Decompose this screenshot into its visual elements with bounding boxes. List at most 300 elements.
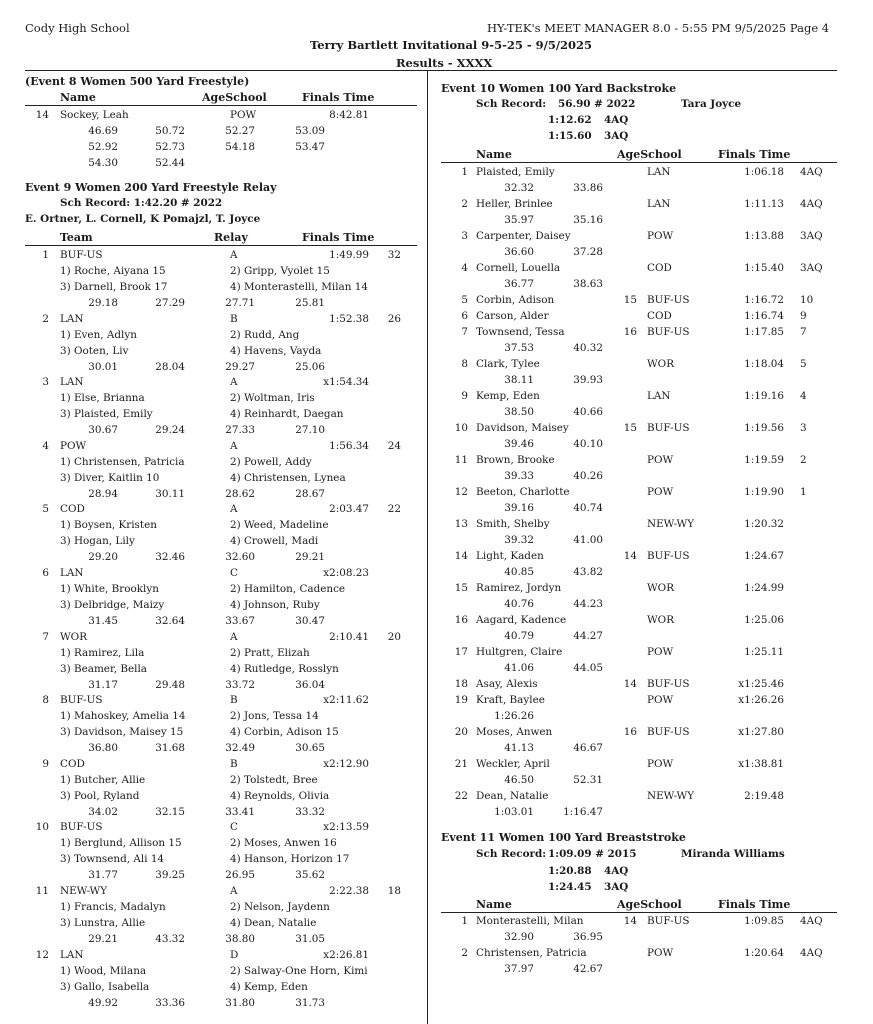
relay-swimmer: 4) Dean, Natalie: [230, 917, 317, 929]
split: 52.73: [155, 141, 185, 153]
school: BUF-US: [647, 422, 690, 434]
split: 35.62: [295, 869, 325, 882]
relay-swimmer: 3) Diver, Kaitlin 10: [60, 471, 160, 484]
finals-time: 1:19.56: [744, 422, 784, 434]
relay-swimmer: 3) Beamer, Bella: [60, 662, 148, 675]
school: BUF-US: [647, 550, 690, 562]
age: 14: [623, 678, 637, 690]
points: 26: [387, 312, 401, 325]
split: 46.50: [504, 774, 534, 786]
split: 27.71: [225, 297, 255, 309]
place: 8: [42, 694, 49, 707]
split: 39.33: [504, 470, 534, 482]
place: 9: [42, 757, 49, 770]
relay-swimmer: 2) Pratt, Elizah: [230, 646, 310, 659]
place: 1: [42, 249, 49, 261]
split: 44.23: [573, 598, 603, 610]
finals-time: 1:19.90: [744, 486, 784, 498]
swimmer-name: Townsend, Tessa: [476, 326, 565, 338]
place: 7: [42, 630, 49, 643]
section-rule: [441, 912, 837, 913]
swimmer-name: Light, Kaden: [476, 550, 544, 562]
place: 17: [454, 646, 468, 658]
split: 36.04: [295, 678, 325, 691]
place: 10: [35, 821, 49, 834]
standard-label: 4AQ: [604, 114, 629, 126]
finals-time: x1:25.46: [738, 678, 784, 690]
standard-label: 3AQ: [604, 130, 629, 142]
points: 32: [387, 249, 401, 261]
split: 31.80: [225, 996, 255, 1009]
finals-time: 2:19.48: [744, 790, 784, 802]
place: 5: [42, 503, 49, 516]
event-title: (Event 8 Women 500 Yard Freestyle): [25, 75, 250, 88]
split: 50.72: [155, 125, 185, 137]
swimmer-name: Aagard, Kadence: [476, 614, 567, 626]
finals-time: 1:19.16: [744, 390, 784, 402]
school: COD: [647, 262, 672, 274]
split: 32.49: [225, 742, 255, 755]
swimmer-name: Davidson, Maisey: [476, 422, 569, 434]
place: 15: [454, 582, 468, 594]
column-divider: [427, 70, 428, 1024]
split: 31.73: [295, 996, 325, 1009]
column-header: AgeSchool: [202, 91, 267, 104]
place: 14: [454, 550, 468, 562]
split: 41.13: [504, 742, 534, 754]
split: 30.01: [88, 360, 118, 373]
standard-time: 1:20.88: [548, 865, 592, 877]
place: 11: [35, 885, 49, 897]
place: 13: [454, 518, 468, 530]
split: 43.82: [573, 566, 603, 578]
points-or-standard: 10: [800, 294, 814, 306]
school: BUF-US: [647, 915, 690, 927]
relay-swimmer: 3) Davidson, Maisey 15: [60, 726, 184, 739]
team-name: BUF-US: [60, 821, 103, 834]
swimmer-name: Plaisted, Emily: [476, 166, 555, 178]
points-or-standard: 1: [800, 486, 807, 498]
points-or-standard: 4: [800, 390, 807, 402]
relay-swimmer: 3) Plaisted, Emily: [60, 408, 153, 421]
split: 39.25: [155, 869, 185, 882]
finals-time: 1:06.18: [744, 166, 784, 178]
relay-letter: C: [230, 567, 238, 579]
relay-swimmer: 4) Johnson, Ruby: [230, 599, 320, 611]
age: 15: [623, 294, 637, 306]
team-name: LAN: [60, 312, 84, 325]
place: 14: [35, 109, 49, 121]
swimmer-name: Smith, Shelby: [476, 518, 550, 530]
relay-swimmer: 1) Else, Brianna: [60, 392, 145, 405]
split: 31.77: [88, 869, 118, 882]
points-or-standard: 4AQ: [800, 947, 823, 959]
section-rule: [25, 105, 417, 106]
relay-swimmer: 4) Corbin, Adison 15: [230, 726, 339, 739]
school: BUF-US: [647, 294, 690, 306]
relay-letter: A: [230, 630, 238, 643]
team-name: LAN: [60, 376, 84, 389]
split: 46.67: [573, 742, 603, 754]
relay-swimmer: 4) Rutledge, Rosslyn: [230, 662, 339, 675]
swimmer-name: Moses, Anwen: [476, 726, 553, 738]
swimmer-name: Corbin, Adison: [476, 294, 555, 306]
split: 32.32: [504, 182, 534, 194]
finals-time: 1:17.85: [744, 326, 784, 338]
split: 27.10: [295, 424, 325, 437]
split: 52.31: [573, 774, 603, 786]
place: 20: [454, 726, 468, 738]
place: 12: [35, 948, 49, 961]
finals-time: 1:25.11: [744, 646, 784, 658]
team-name: WOR: [60, 630, 88, 643]
place: 2: [461, 198, 468, 210]
split: 25.81: [295, 297, 325, 309]
split: 36.80: [88, 742, 118, 755]
split: 52.44: [155, 157, 185, 169]
finals-time: 2:22.38: [329, 885, 369, 897]
place: 1: [461, 166, 468, 178]
finals-time: 1:15.40: [744, 262, 784, 274]
school: POW: [647, 694, 674, 706]
split: 31.45: [88, 615, 118, 627]
split: 25.06: [295, 360, 325, 373]
place: 9: [461, 390, 468, 402]
place: 10: [454, 422, 468, 434]
finals-time: 1:20.32: [744, 518, 784, 530]
finals-time: 1:24.99: [744, 582, 784, 594]
place: 18: [454, 678, 468, 690]
split: 52.27: [225, 125, 255, 137]
relay-swimmer: 2) Salway-One Horn, Kimi: [230, 964, 368, 977]
swimmer-name: Cornell, Louella: [476, 262, 561, 274]
swimmer-name: Kemp, Eden: [476, 390, 540, 402]
points-or-standard: 2: [800, 454, 807, 466]
school: POW: [647, 947, 674, 959]
split: 38.80: [225, 933, 255, 945]
swimmer-name: Asay, Alexis: [476, 678, 538, 690]
split: 49.92: [88, 996, 118, 1009]
relay-swimmer: 2) Powell, Addy: [230, 455, 312, 468]
relay-swimmer: 4) Havens, Vayda: [230, 344, 322, 357]
split: 31.68: [155, 742, 185, 755]
split: 40.85: [504, 566, 534, 578]
finals-time: x1:26.26: [738, 694, 784, 706]
standard-time: 1:15.60: [548, 130, 592, 142]
split: 54.18: [225, 141, 255, 153]
points: 18: [387, 885, 401, 897]
school: BUF-US: [647, 326, 690, 338]
column-header: Finals Time: [718, 898, 791, 911]
section-rule: [25, 245, 417, 246]
age: 14: [623, 550, 637, 562]
swimmer-name: Monterastelli, Milan: [476, 915, 584, 927]
place: 1: [461, 915, 468, 927]
split: 43.32: [155, 933, 185, 945]
event-title: Event 10 Women 100 Yard Backstroke: [441, 82, 677, 95]
finals-time: 1:24.67: [744, 550, 784, 562]
split: 38.50: [504, 406, 534, 418]
swimmer-name: Brown, Brooke: [476, 454, 555, 466]
relay-swimmer: 1) Mahoskey, Amelia 14: [60, 710, 186, 723]
split: 30.65: [295, 742, 325, 755]
relay-swimmer: 3) Pool, Ryland: [60, 789, 140, 802]
split: 32.60: [225, 551, 255, 564]
school: NEW-WY: [647, 518, 695, 530]
school: WOR: [647, 358, 675, 370]
school: LAN: [647, 390, 671, 402]
place: 12: [454, 486, 468, 498]
relay-swimmer: 1) Berglund, Allison 15: [60, 837, 182, 850]
split: 29.48: [155, 678, 185, 691]
school: POW: [647, 486, 674, 498]
school: BUF-US: [647, 678, 690, 690]
split: 36.77: [504, 278, 534, 290]
school: POW: [647, 758, 674, 770]
event-title: Event 9 Women 200 Yard Freestyle Relay: [25, 181, 277, 194]
points-or-standard: 3AQ: [800, 262, 823, 274]
swimmer-name: Ramirez, Jordyn: [476, 582, 562, 594]
standard-label: 3AQ: [604, 881, 629, 893]
relay-swimmer: 3) Lunstra, Allie: [60, 917, 146, 929]
standard-time: 1:24.45: [548, 881, 592, 893]
swimmer-name: Carson, Alder: [476, 310, 549, 322]
age: 15: [623, 422, 637, 434]
split: 33.72: [225, 678, 255, 691]
points-or-standard: 4AQ: [800, 915, 823, 927]
relay-letter: B: [230, 312, 238, 325]
place: 3: [42, 376, 49, 389]
split: 38.11: [504, 374, 534, 386]
place: 22: [454, 790, 468, 802]
finals-time: 1:56.34: [329, 439, 369, 452]
place: 5: [461, 294, 468, 306]
split: 40.66: [573, 406, 603, 418]
split: 31.05: [295, 933, 325, 945]
school: BUF-US: [647, 726, 690, 738]
split: 54.30: [88, 157, 118, 169]
relay-swimmer: 2) Hamilton, Cadence: [230, 583, 346, 595]
finals-time: 1:16.72: [744, 294, 784, 306]
relay-swimmer: 2) Woltman, Iris: [230, 392, 315, 405]
school: WOR: [647, 582, 675, 594]
points-or-standard: 4AQ: [800, 166, 823, 178]
school: POW: [230, 109, 257, 121]
split: 40.74: [573, 502, 603, 514]
split: 29.20: [88, 551, 118, 564]
relay-swimmer: 4) Monterastelli, Milan 14: [230, 281, 368, 293]
split: 33.67: [225, 615, 255, 627]
age: 16: [623, 326, 637, 338]
swimmer-name: Christensen, Patricia: [476, 947, 587, 959]
relay-letter: A: [230, 249, 238, 261]
team-name: BUF-US: [60, 694, 103, 707]
split: 39.32: [504, 534, 534, 546]
finals-time: 1:49.99: [329, 249, 369, 261]
column-header: Relay: [214, 231, 248, 244]
place: 2: [42, 312, 49, 325]
relay-swimmer: 1) Ramirez, Lila: [60, 646, 145, 659]
relay-swimmer: 1) Roche, Aiyana 15: [60, 265, 166, 277]
school-record: Sch Record: 1:42.20 # 2022: [60, 197, 223, 209]
relay-letter: A: [230, 885, 238, 897]
swimmer-name: Dean, Natalie: [476, 790, 549, 802]
finals-time: 1:09.85: [744, 915, 784, 927]
relay-swimmer: 2) Jons, Tessa 14: [230, 710, 319, 723]
split: 46.69: [88, 125, 118, 137]
swimmer-name: Beeton, Charlotte: [476, 486, 570, 498]
points: 22: [387, 503, 401, 516]
record-holder: Miranda Williams: [681, 848, 785, 860]
school: POW: [647, 454, 674, 466]
results-title: Results - XXXX: [396, 56, 493, 70]
swimmer-name: Kraft, Baylee: [476, 694, 545, 706]
points: 20: [387, 630, 401, 643]
relay-swimmer: 4) Crowell, Madi: [230, 535, 319, 548]
relay-letter: C: [230, 821, 238, 834]
split: 41.06: [504, 662, 534, 674]
place: 16: [454, 614, 468, 626]
relay-letter: A: [230, 439, 238, 452]
split: 27.29: [155, 297, 185, 309]
place: 19: [454, 694, 468, 706]
team-name: COD: [60, 757, 85, 770]
meet-title: Terry Bartlett Invitational 9-5-25 - 9/5/2025: [310, 38, 593, 52]
relay-swimmer: 2) Rudd, Ang: [230, 328, 300, 341]
team-name: LAN: [60, 948, 84, 961]
finals-time: 1:13.88: [744, 230, 784, 242]
relay-swimmer: 2) Gripp, Vyolet 15: [230, 265, 330, 277]
split: 39.16: [504, 502, 534, 514]
split: 29.27: [225, 360, 255, 373]
split: 44.27: [573, 630, 603, 642]
swimmer-name: Hultgren, Claire: [476, 646, 563, 658]
school: POW: [647, 230, 674, 242]
split: 52.92: [88, 141, 118, 153]
swimmer-name: Weckler, April: [476, 758, 550, 770]
relay-swimmer: 3) Gallo, Isabella: [60, 980, 150, 993]
relay-swimmer: 4) Hanson, Horizon 17: [230, 853, 350, 866]
points-or-standard: 3: [800, 422, 807, 434]
relay-swimmer: 1) White, Brooklyn: [60, 583, 159, 595]
split: 40.79: [504, 630, 534, 642]
column-header: Name: [60, 91, 96, 104]
relay-swimmer: 1) Butcher, Allie: [60, 773, 146, 786]
relay-swimmer: 4) Christensen, Lynea: [230, 471, 346, 484]
relay-swimmer: 2) Tolstedt, Bree: [230, 773, 318, 786]
finals-time: 1:16.74: [744, 310, 784, 322]
points-or-standard: 7: [800, 326, 807, 338]
relay-swimmer: 3) Hogan, Lily: [60, 535, 135, 548]
school: LAN: [647, 166, 671, 178]
points-or-standard: 5: [800, 358, 807, 370]
split: 31.17: [88, 678, 118, 691]
swimmer-name: Clark, Tylee: [476, 358, 540, 370]
finals-time: x2:13.59: [323, 821, 369, 834]
column-header: AgeSchool: [617, 898, 682, 911]
split: 28.62: [225, 487, 255, 500]
record-label: Sch Record:: [476, 848, 547, 860]
relay-swimmer: 1) Boysen, Kristen: [60, 519, 157, 532]
split: 27.33: [225, 424, 255, 437]
place: 6: [461, 310, 468, 322]
finals-time: x1:38.81: [738, 758, 784, 770]
split: 29.24: [155, 424, 185, 437]
section-rule: [441, 162, 837, 163]
split: 28.04: [155, 360, 185, 373]
points-or-standard: 4AQ: [800, 198, 823, 210]
column-header: Name: [476, 898, 512, 911]
place: 3: [461, 230, 468, 242]
finals-time: 1:52.38: [329, 312, 369, 325]
place: 4: [42, 439, 49, 452]
finals-time: x2:26.81: [323, 948, 369, 961]
relay-letter: D: [230, 948, 239, 961]
place: 11: [454, 454, 468, 466]
relay-swimmer: 2) Moses, Anwen 16: [230, 837, 337, 850]
finals-time: x2:11.62: [323, 694, 369, 707]
split: 1:16.47: [563, 806, 603, 818]
school-name: Cody High School: [25, 21, 130, 35]
points: 24: [387, 439, 401, 452]
swimmer-name: Heller, Brinlee: [476, 198, 553, 210]
finals-time: 1:19.59: [744, 454, 784, 466]
split: 33.41: [225, 805, 255, 818]
school: NEW-WY: [647, 790, 695, 802]
finals-time: 1:20.64: [744, 947, 784, 959]
split: 34.02: [88, 805, 118, 818]
place: 4: [461, 262, 468, 274]
team-name: BUF-US: [60, 249, 103, 261]
relay-letter: A: [230, 376, 238, 389]
split: 29.21: [295, 551, 325, 564]
split: 32.90: [504, 931, 534, 943]
split: 40.26: [573, 470, 603, 482]
column-header: AgeSchool: [617, 148, 682, 161]
split: 53.09: [295, 125, 325, 137]
split: 30.67: [88, 424, 118, 437]
finals-time: 1:11.13: [744, 198, 784, 210]
split: 30.47: [295, 615, 325, 627]
points-or-standard: 9: [800, 310, 807, 322]
place: 21: [454, 758, 468, 770]
school-record: 56.90 # 2022: [558, 98, 636, 110]
school: LAN: [647, 198, 671, 210]
points-or-standard: 3AQ: [800, 230, 823, 242]
column-header: Finals Time: [302, 231, 375, 244]
relay-letter: B: [230, 694, 238, 707]
record-holders: E. Ortner, L. Cornell, K Pomajzl, T. Joyce: [25, 213, 261, 225]
split: 37.28: [573, 246, 603, 258]
split: 39.93: [573, 374, 603, 386]
split: 32.64: [155, 615, 185, 627]
relay-swimmer: 3) Darnell, Brook 17: [60, 281, 168, 293]
relay-swimmer: 4) Reynolds, Olivia: [230, 789, 330, 802]
split: 35.97: [504, 214, 534, 226]
place: 8: [461, 358, 468, 370]
standard-label: 4AQ: [604, 865, 629, 877]
split: 53.47: [295, 141, 325, 153]
split: 39.46: [504, 438, 534, 450]
finals-time: 1:18.04: [744, 358, 784, 370]
split: 1:26.26: [494, 710, 534, 722]
team-name: POW: [60, 439, 87, 452]
relay-swimmer: 4) Kemp, Eden: [230, 980, 308, 993]
split: 37.97: [504, 963, 534, 975]
relay-letter: A: [230, 503, 238, 516]
split: 33.36: [155, 996, 185, 1009]
team-name: LAN: [60, 567, 84, 579]
